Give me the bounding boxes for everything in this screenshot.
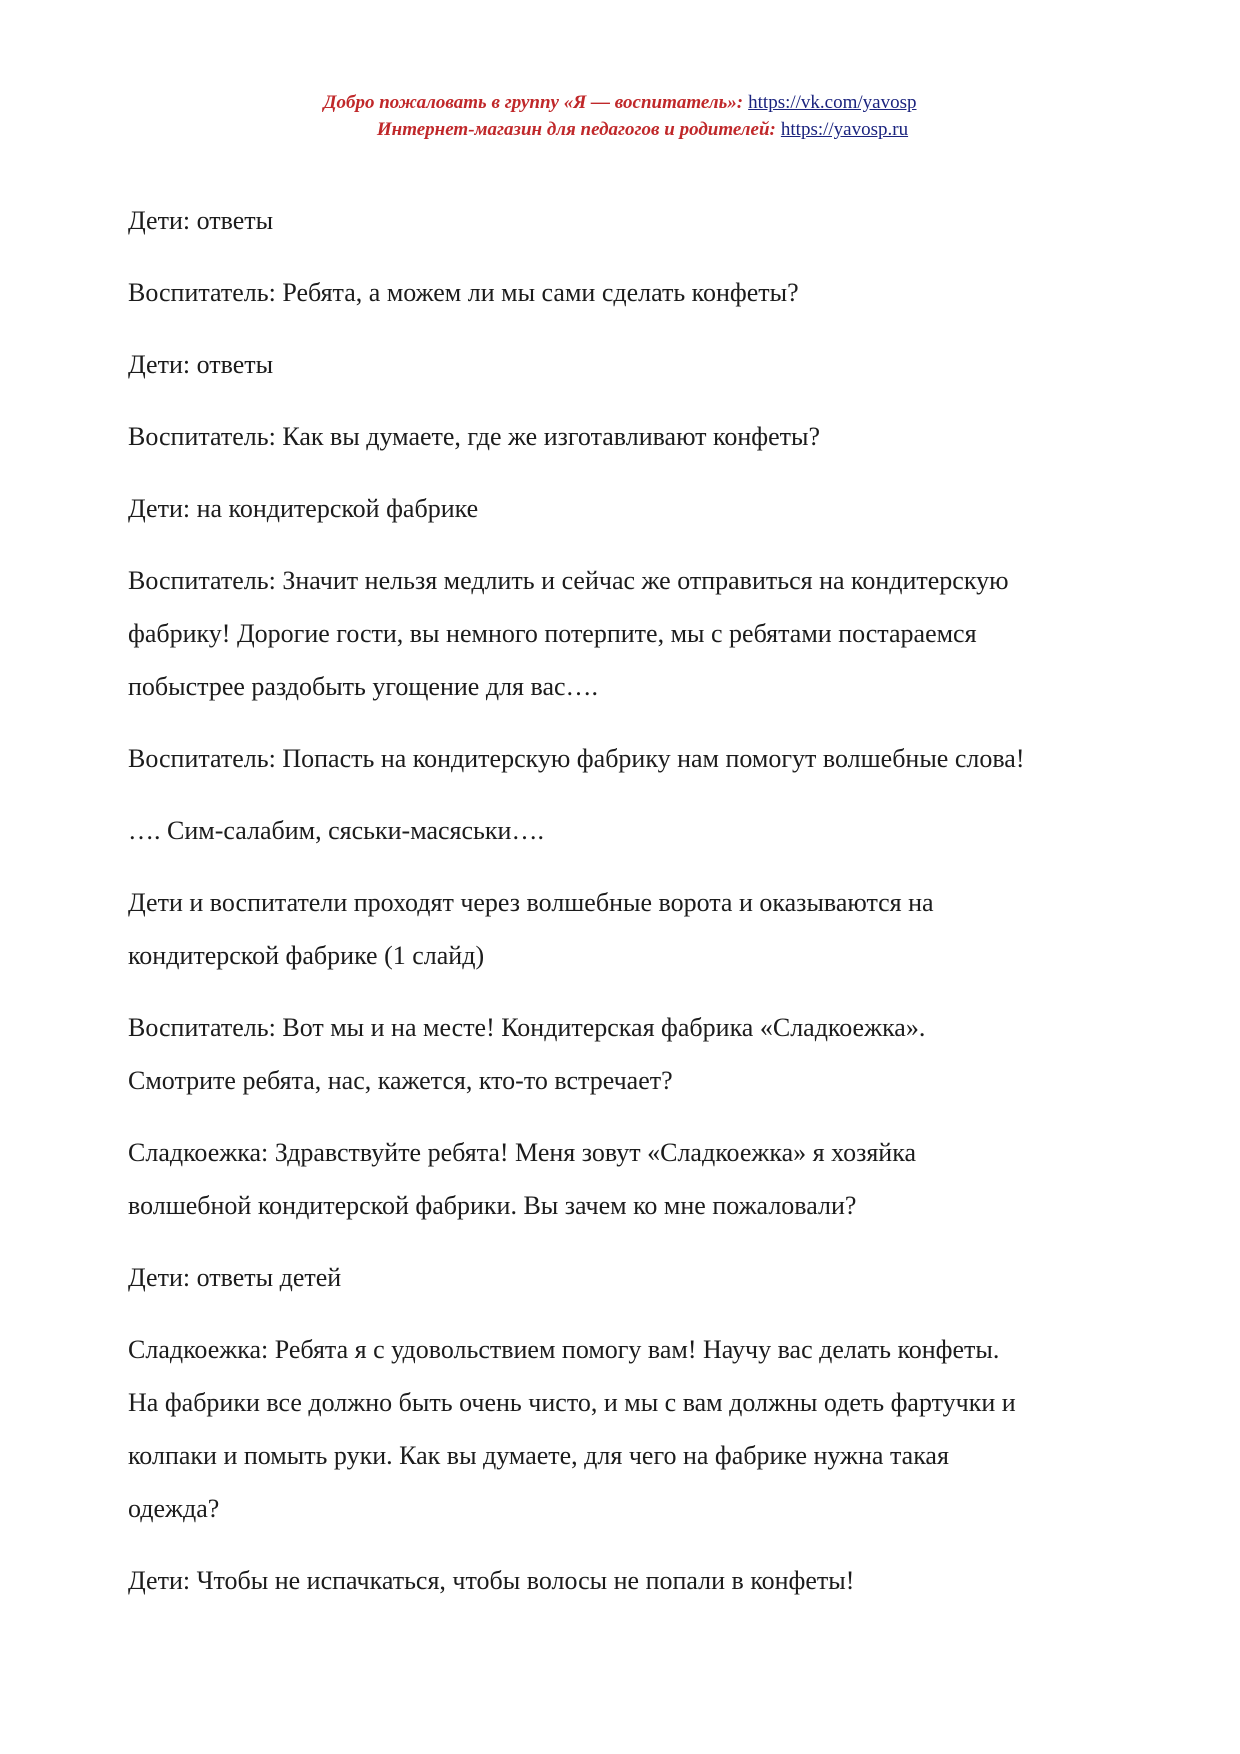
- paragraph-line: одежда?: [128, 1494, 220, 1523]
- paragraph-line: Воспитатель: Вот мы и на месте! Кондитерская фабрика «Сладкоежка».: [128, 1013, 926, 1042]
- paragraph-line: Смотрите ребята, нас, кажется, кто-то встречает?: [128, 1066, 673, 1095]
- paragraph-line: Дети: ответы детей: [128, 1263, 342, 1292]
- dialogue-paragraph: [128, 338, 1138, 391]
- dialogue-paragraph: [128, 876, 1138, 982]
- header-line-vk: [0, 89, 1240, 116]
- paragraph-line: волшебной кондитерской фабрики. Вы зачем ко мне пожаловали?: [128, 1191, 857, 1220]
- dialogue-paragraph: [128, 554, 1138, 713]
- dialogue-paragraph: [128, 410, 1138, 463]
- paragraph-line: Сладкоежка: Ребята я с удовольствием помогу вам! Научу вас делать конфеты.: [128, 1335, 1000, 1364]
- paragraph-line: кондитерской фабрике (1 слайд): [128, 941, 485, 970]
- page-header: [0, 89, 1240, 143]
- paragraph-line: колпаки и помыть руки. Как вы думаете, для чего на фабрике нужна такая: [128, 1441, 949, 1470]
- paragraph-line: Сладкоежка: Здравствуйте ребята! Меня зовут «Сладкоежка» я хозяйка: [128, 1138, 916, 1167]
- paragraph-line: На фабрики все должно быть очень чисто, и мы с вам должны одеть фартучки и: [128, 1388, 1016, 1417]
- shop-promo: Интернет-магазин для педагогов и родителей:: [376, 119, 776, 140]
- dialogue-paragraph: [128, 266, 1138, 319]
- paragraph-line: Дети: Чтобы не испачкаться, чтобы волосы не попали в конфеты!: [128, 1566, 855, 1595]
- paragraph-line: Воспитатель: Как вы думаете, где же изготавливают конфеты?: [128, 422, 821, 451]
- dialogue-paragraph: [128, 1001, 1138, 1107]
- dialogue-paragraph: [128, 1126, 1138, 1232]
- document-body: [128, 194, 1138, 1626]
- dialogue-paragraph: [128, 1251, 1138, 1304]
- paragraph-line: побыстрее раздобыть угощение для вас….: [128, 672, 599, 701]
- paragraph-line: Воспитатель: Попасть на кондитерскую фабрику нам помогут волшебные слова!: [128, 744, 1025, 773]
- vk-group-link[interactable]: https://vk.com/yavosp: [748, 92, 917, 113]
- dialogue-paragraph: [128, 482, 1138, 535]
- paragraph-line: Дети: ответы: [128, 350, 274, 379]
- header-line-shop: [0, 116, 1240, 143]
- shop-link[interactable]: https://yavosp.ru: [780, 119, 909, 140]
- dialogue-paragraph: [128, 194, 1138, 247]
- dialogue-paragraph: [128, 1554, 1138, 1607]
- paragraph-line: Воспитатель: Ребята, а можем ли мы сами сделать конфеты?: [128, 278, 799, 307]
- paragraph-line: …. Сим-салабим, сяськи-масяськи….: [128, 816, 544, 845]
- dialogue-paragraph: [128, 1323, 1138, 1535]
- paragraph-line: Воспитатель: Значит нельзя медлить и сейчас же отправиться на кондитерскую: [128, 566, 1009, 595]
- paragraph-line: Дети: на кондитерской фабрике: [128, 494, 479, 523]
- dialogue-paragraph: [128, 804, 1138, 857]
- vk-group-promo: Добро пожаловать в группу «Я — воспитатель»:: [323, 92, 744, 113]
- paragraph-line: Дети: ответы: [128, 206, 274, 235]
- dialogue-paragraph: [128, 732, 1138, 785]
- paragraph-line: Дети и воспитатели проходят через волшебные ворота и оказываются на: [128, 888, 934, 917]
- paragraph-line: фабрику! Дорогие гости, вы немного потерпите, мы с ребятами постараемся: [128, 619, 977, 648]
